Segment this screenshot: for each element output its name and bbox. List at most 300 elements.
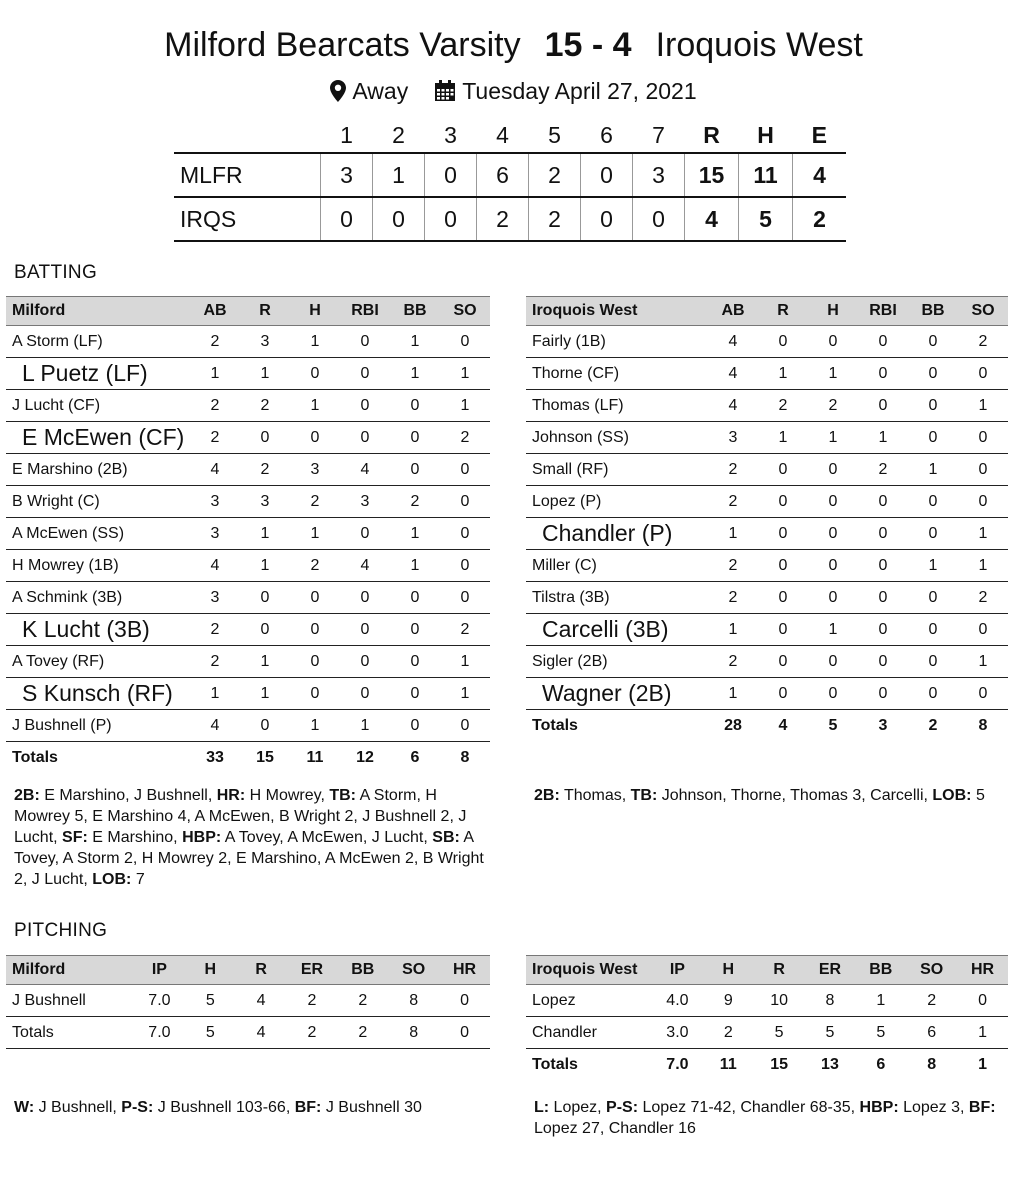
stat-cell: 0 <box>758 326 808 358</box>
stat-cell: 0 <box>957 985 1008 1017</box>
stat-cell: 0 <box>390 390 440 422</box>
stat-cell: 2 <box>390 486 440 518</box>
stat-cell: 0 <box>958 358 1008 390</box>
note-key: 2B: <box>534 787 560 804</box>
stat-cell: 0 <box>340 422 390 454</box>
player-name: J Bushnell <box>6 985 134 1017</box>
stat-cell: 0 <box>240 582 290 614</box>
stat-cell: 1 <box>440 390 490 422</box>
pitching-section-label: PITCHING <box>14 920 108 941</box>
stat-cell: 1 <box>708 614 758 646</box>
stat-cell: 4 <box>340 454 390 486</box>
home-team-name: Milford Bearcats Varsity <box>164 26 521 64</box>
total-runs: 15 <box>685 153 739 197</box>
stat-cell: 0 <box>858 326 908 358</box>
player-name: Lopez (P) <box>526 486 708 518</box>
stat-cell: 2 <box>703 1017 754 1049</box>
stat-cell: 2 <box>290 550 340 582</box>
note-key: 2B: <box>14 787 40 804</box>
stat-cell: 0 <box>340 326 390 358</box>
stat-cell: 2 <box>440 614 490 646</box>
stat-cell: 0 <box>290 614 340 646</box>
total-hits: 5 <box>739 197 793 241</box>
table-row <box>6 454 490 486</box>
stat-cell: 1 <box>758 358 808 390</box>
player-name: K Lucht (3B) <box>6 614 190 646</box>
total-cell: 7.0 <box>666 1055 689 1073</box>
total-cell: 5 <box>828 716 838 734</box>
stat-cell: 0 <box>240 422 290 454</box>
player-name: S Kunsch (RF) <box>6 678 190 710</box>
stat-cell: 2 <box>758 390 808 422</box>
stat-cell: 3.0 <box>652 1017 703 1049</box>
total-cell: 28 <box>724 716 742 734</box>
stat-cell: 1 <box>808 422 858 454</box>
column-header: BB <box>855 956 906 985</box>
stat-cell: 0 <box>440 454 490 486</box>
stat-cell: 0 <box>908 390 958 422</box>
stat-cell: 0 <box>758 550 808 582</box>
stat-cell: 2 <box>240 390 290 422</box>
stat-cell: 0 <box>858 518 908 550</box>
note-value: J Bushnell 30 <box>321 1099 422 1116</box>
table-row <box>526 390 1008 422</box>
table-row <box>6 646 490 678</box>
linescore-table <box>174 118 846 242</box>
total-cell: 4 <box>236 1017 287 1049</box>
stat-cell: 2 <box>290 486 340 518</box>
total-cell: 13 <box>821 1055 839 1073</box>
inning-header: 6 <box>600 121 613 148</box>
stat-cell: 2 <box>190 646 240 678</box>
table-row <box>6 985 490 1017</box>
batting-notes-milford <box>14 785 484 890</box>
table-header-row <box>6 956 490 985</box>
stat-cell: 0 <box>440 710 490 742</box>
player-name: Thomas (LF) <box>526 390 708 422</box>
column-header: IP <box>134 956 185 985</box>
column-header: RBI <box>340 297 390 326</box>
total-cell: 3 <box>878 716 888 734</box>
stat-cell: 1 <box>290 326 340 358</box>
stat-cell: 1 <box>808 614 858 646</box>
game-date: Tuesday April 27, 2021 <box>462 78 697 104</box>
inning-runs: 0 <box>633 197 685 241</box>
column-header: AB <box>190 297 240 326</box>
stat-cell: 1 <box>758 422 808 454</box>
stat-cell: 1 <box>340 710 390 742</box>
note-key: LOB: <box>932 787 972 804</box>
table-row <box>6 582 490 614</box>
column-header: IP <box>652 956 703 985</box>
stat-cell: 1 <box>290 518 340 550</box>
stat-cell: 2 <box>958 326 1008 358</box>
note-key: TB: <box>630 787 658 804</box>
stat-cell: 0 <box>908 422 958 454</box>
stat-cell: 1 <box>390 518 440 550</box>
column-header: AB <box>708 297 758 326</box>
player-name: Tilstra (3B) <box>526 582 708 614</box>
stat-cell: 0 <box>758 646 808 678</box>
linescore-header <box>174 118 846 153</box>
inning-runs: 0 <box>321 197 373 241</box>
game-info <box>0 78 1027 108</box>
totals-row <box>6 1017 490 1049</box>
batting-notes-iroquois <box>534 785 1004 806</box>
stat-cell: 4 <box>190 550 240 582</box>
inning-runs: 0 <box>425 197 477 241</box>
stat-cell: 4.0 <box>652 985 703 1017</box>
table-row <box>526 646 1008 678</box>
stat-cell: 0 <box>908 614 958 646</box>
note-value: Johnson, Thorne, Thomas 3, Carcelli, <box>657 787 933 804</box>
stat-cell: 4 <box>190 454 240 486</box>
total-cell: 12 <box>356 748 374 766</box>
column-header: HR <box>957 956 1008 985</box>
totals-row <box>6 742 490 774</box>
team-name-header: Iroquois West <box>526 297 708 326</box>
inning-runs: 0 <box>581 197 633 241</box>
inning-runs: 0 <box>581 153 633 197</box>
inning-runs: 6 <box>477 153 529 197</box>
stat-cell: 0 <box>390 454 440 486</box>
stat-cell: 1 <box>858 422 908 454</box>
pitching-table-milford <box>6 955 490 1049</box>
stat-cell: 0 <box>808 518 858 550</box>
calendar-icon <box>434 80 456 108</box>
player-name: Fairly (1B) <box>526 326 708 358</box>
table-row <box>526 518 1008 550</box>
stat-cell: 0 <box>908 326 958 358</box>
table-row <box>526 326 1008 358</box>
stat-cell: 0 <box>858 614 908 646</box>
stat-cell: 4 <box>708 390 758 422</box>
stat-cell: 0 <box>858 358 908 390</box>
column-header: ER <box>805 956 856 985</box>
stat-cell: 1 <box>290 710 340 742</box>
stat-cell: 0 <box>440 550 490 582</box>
stat-cell: 0 <box>390 582 440 614</box>
note-key: SF: <box>62 829 88 846</box>
inning-runs: 1 <box>373 153 425 197</box>
player-name: A Schmink (3B) <box>6 582 190 614</box>
linescore-row-iroquois <box>174 197 846 241</box>
stat-cell: 2 <box>708 550 758 582</box>
stat-cell: 1 <box>390 326 440 358</box>
stat-cell: 8 <box>388 985 439 1017</box>
inning-runs: 0 <box>373 197 425 241</box>
column-header: H <box>185 956 236 985</box>
stat-cell: 1 <box>240 678 290 710</box>
table-row <box>526 486 1008 518</box>
note-value: Lopez 71-42, Chandler 68-35, <box>638 1099 860 1116</box>
column-header: RBI <box>858 297 908 326</box>
stat-cell: 1 <box>708 678 758 710</box>
stat-cell: 0 <box>390 678 440 710</box>
column-header: HR <box>439 956 490 985</box>
stat-cell: 2 <box>708 582 758 614</box>
table-row <box>526 358 1008 390</box>
total-cell: 6 <box>876 1055 886 1073</box>
totals-label: Totals <box>6 1017 134 1049</box>
stat-cell: 2 <box>190 614 240 646</box>
stat-cell: 0 <box>240 614 290 646</box>
table-row <box>526 614 1008 646</box>
stat-cell: 5 <box>805 1017 856 1049</box>
stat-cell: 1 <box>190 358 240 390</box>
stat-cell: 0 <box>808 582 858 614</box>
total-cell: 8 <box>927 1055 937 1073</box>
stat-cell: 4 <box>708 358 758 390</box>
total-cell: 0 <box>439 1017 490 1049</box>
table-row <box>526 582 1008 614</box>
total-hits: 11 <box>739 153 793 197</box>
total-errors: 4 <box>793 153 847 197</box>
stat-cell: 0 <box>808 550 858 582</box>
stat-cell: 5 <box>855 1017 906 1049</box>
column-header: SO <box>906 956 957 985</box>
stat-cell: 0 <box>340 390 390 422</box>
stat-cell: 0 <box>908 678 958 710</box>
stat-cell: 0 <box>390 710 440 742</box>
stat-cell: 0 <box>440 486 490 518</box>
stat-cell: 1 <box>958 390 1008 422</box>
note-key: BF: <box>294 1099 322 1116</box>
stat-cell: 2 <box>958 582 1008 614</box>
hits-header: H <box>757 121 774 148</box>
team-name-header: Milford <box>6 956 134 985</box>
pitching-table-iroquois <box>526 955 1008 1080</box>
note-value: A Tovey, A McEwen, J Lucht, <box>221 829 433 846</box>
stat-cell: 2 <box>858 454 908 486</box>
note-value: Lopez 3, <box>898 1099 969 1116</box>
player-name: J Lucht (CF) <box>6 390 190 422</box>
stat-cell: 1 <box>190 678 240 710</box>
team-abbr: MLFR <box>174 153 321 197</box>
player-name: Small (RF) <box>526 454 708 486</box>
table-row <box>6 326 490 358</box>
column-header: BB <box>390 297 440 326</box>
stat-cell: 1 <box>958 518 1008 550</box>
column-header: SO <box>958 297 1008 326</box>
total-cell: 15 <box>256 748 274 766</box>
note-value: E Marshino, <box>87 829 183 846</box>
player-name: E McEwen (CF) <box>6 422 190 454</box>
stat-cell: 3 <box>290 454 340 486</box>
note-key: LOB: <box>92 871 132 888</box>
stat-cell: 0 <box>440 326 490 358</box>
note-value: A Storm, H Mowrey 5, E Marshino 4, A McEwen, B Wright 2, J Bushnell 2, J Lucht, <box>14 787 467 846</box>
stat-cell: 0 <box>958 678 1008 710</box>
table-row <box>6 550 490 582</box>
stat-cell: 0 <box>340 678 390 710</box>
note-key: P-S: <box>606 1099 639 1116</box>
inning-header: 4 <box>496 121 509 148</box>
note-value: H Mowrey, <box>245 787 330 804</box>
stat-cell: 0 <box>858 390 908 422</box>
stat-cell: 1 <box>958 646 1008 678</box>
stat-cell: 2 <box>808 390 858 422</box>
table-row <box>6 710 490 742</box>
stat-cell: 2 <box>708 454 758 486</box>
player-name: Lopez <box>526 985 652 1017</box>
stat-cell: 2 <box>708 646 758 678</box>
table-row <box>6 390 490 422</box>
stat-cell: 1 <box>240 646 290 678</box>
total-cell: 8 <box>388 1017 439 1049</box>
total-cell: 33 <box>206 748 224 766</box>
errors-header: E <box>811 121 827 148</box>
table-header-row <box>6 297 490 326</box>
total-cell: 11 <box>306 748 324 766</box>
stat-cell: 0 <box>958 614 1008 646</box>
totals-label: Totals <box>532 716 578 734</box>
stat-cell: 1 <box>957 1017 1008 1049</box>
player-name: Wagner (2B) <box>526 678 708 710</box>
total-cell: 2 <box>928 716 938 734</box>
stat-cell: 0 <box>240 710 290 742</box>
column-header: H <box>290 297 340 326</box>
stat-cell: 0 <box>758 454 808 486</box>
column-header: SO <box>440 297 490 326</box>
table-row <box>526 1017 1008 1049</box>
stat-cell: 10 <box>754 985 805 1017</box>
final-score: 15 - 4 <box>544 26 632 64</box>
table-row <box>526 678 1008 710</box>
stat-cell: 4 <box>340 550 390 582</box>
player-name: L Puetz (LF) <box>6 358 190 390</box>
column-header: BB <box>908 297 958 326</box>
stat-cell: 0 <box>290 582 340 614</box>
away-team-name: Iroquois West <box>655 26 863 64</box>
total-cell: 11 <box>719 1055 737 1073</box>
stat-cell: 4 <box>236 985 287 1017</box>
game-location: Away <box>352 78 409 104</box>
table-header-row <box>526 297 1008 326</box>
note-value: J Bushnell, <box>34 1099 122 1116</box>
stat-cell: 0 <box>440 582 490 614</box>
batting-table-iroquois <box>526 296 1008 741</box>
column-header: SO <box>388 956 439 985</box>
note-value: 5 <box>971 787 985 804</box>
column-header: H <box>808 297 858 326</box>
stat-cell: 5 <box>185 985 236 1017</box>
stat-cell: 1 <box>440 358 490 390</box>
stat-cell: 0 <box>808 646 858 678</box>
stat-cell: 3 <box>190 582 240 614</box>
stat-cell: 3 <box>190 518 240 550</box>
stat-cell: 0 <box>908 582 958 614</box>
inning-header: 1 <box>340 121 353 148</box>
stat-cell: 0 <box>808 678 858 710</box>
stat-cell: 9 <box>703 985 754 1017</box>
stat-cell: 0 <box>390 646 440 678</box>
stat-cell: 1 <box>958 550 1008 582</box>
table-row <box>6 614 490 646</box>
stat-cell: 1 <box>708 518 758 550</box>
inning-runs: 0 <box>425 153 477 197</box>
table-row <box>526 985 1008 1017</box>
runs-header: R <box>703 121 720 148</box>
stat-cell: 0 <box>290 422 340 454</box>
map-pin-icon <box>330 80 346 108</box>
note-value: J Bushnell 103-66, <box>153 1099 295 1116</box>
stat-cell: 7.0 <box>134 985 185 1017</box>
total-cell: 2 <box>287 1017 338 1049</box>
stat-cell: 6 <box>906 1017 957 1049</box>
team-name-header: Iroquois West <box>526 956 652 985</box>
stat-cell: 2 <box>337 985 388 1017</box>
player-name: H Mowrey (1B) <box>6 550 190 582</box>
stat-cell: 0 <box>340 614 390 646</box>
player-name: Johnson (SS) <box>526 422 708 454</box>
stat-cell: 1 <box>855 985 906 1017</box>
stat-cell: 0 <box>758 486 808 518</box>
column-header: R <box>754 956 805 985</box>
stat-cell: 1 <box>240 518 290 550</box>
stat-cell: 0 <box>958 422 1008 454</box>
stat-cell: 3 <box>708 422 758 454</box>
stat-cell: 0 <box>808 454 858 486</box>
column-header: H <box>703 956 754 985</box>
player-name: A Tovey (RF) <box>6 646 190 678</box>
stat-cell: 3 <box>340 486 390 518</box>
player-name: Carcelli (3B) <box>526 614 708 646</box>
inning-runs: 3 <box>633 153 685 197</box>
stat-cell: 2 <box>440 422 490 454</box>
total-cell: 5 <box>185 1017 236 1049</box>
note-value: A Tovey, A Storm 2, H Mowrey 2, E Marshino, A McEwen 2, B Wright 2, J Lucht, <box>14 829 484 888</box>
total-cell: 7.0 <box>134 1017 185 1049</box>
stat-cell: 0 <box>340 582 390 614</box>
stat-cell: 0 <box>758 678 808 710</box>
stat-cell: 1 <box>290 390 340 422</box>
totals-row <box>526 710 1008 742</box>
player-name: Chandler (P) <box>526 518 708 550</box>
stat-cell: 1 <box>440 646 490 678</box>
inning-runs: 2 <box>529 197 581 241</box>
note-key: P-S: <box>121 1099 154 1116</box>
stat-cell: 0 <box>858 486 908 518</box>
note-key: HR: <box>216 787 246 804</box>
stat-cell: 0 <box>958 454 1008 486</box>
stat-cell: 0 <box>908 518 958 550</box>
stat-cell: 1 <box>390 550 440 582</box>
note-key: HBP: <box>182 829 222 846</box>
stat-cell: 2 <box>287 985 338 1017</box>
totals-label: Totals <box>532 1055 578 1073</box>
total-cell: 8 <box>460 748 470 766</box>
inning-runs: 2 <box>477 197 529 241</box>
stat-cell: 0 <box>290 678 340 710</box>
stat-cell: 3 <box>240 486 290 518</box>
total-cell: 2 <box>337 1017 388 1049</box>
stat-cell: 5 <box>754 1017 805 1049</box>
team-name-header: Milford <box>6 297 190 326</box>
stat-cell: 0 <box>390 422 440 454</box>
table-row <box>6 422 490 454</box>
stat-cell: 0 <box>858 646 908 678</box>
player-name: Thorne (CF) <box>526 358 708 390</box>
total-cell: 15 <box>770 1055 788 1073</box>
stat-cell: 1 <box>390 358 440 390</box>
stat-cell: 0 <box>808 326 858 358</box>
column-header: R <box>236 956 287 985</box>
stat-cell: 0 <box>340 646 390 678</box>
pitching-notes-milford <box>14 1097 484 1118</box>
stat-cell: 0 <box>858 678 908 710</box>
note-key: W: <box>14 1099 35 1116</box>
